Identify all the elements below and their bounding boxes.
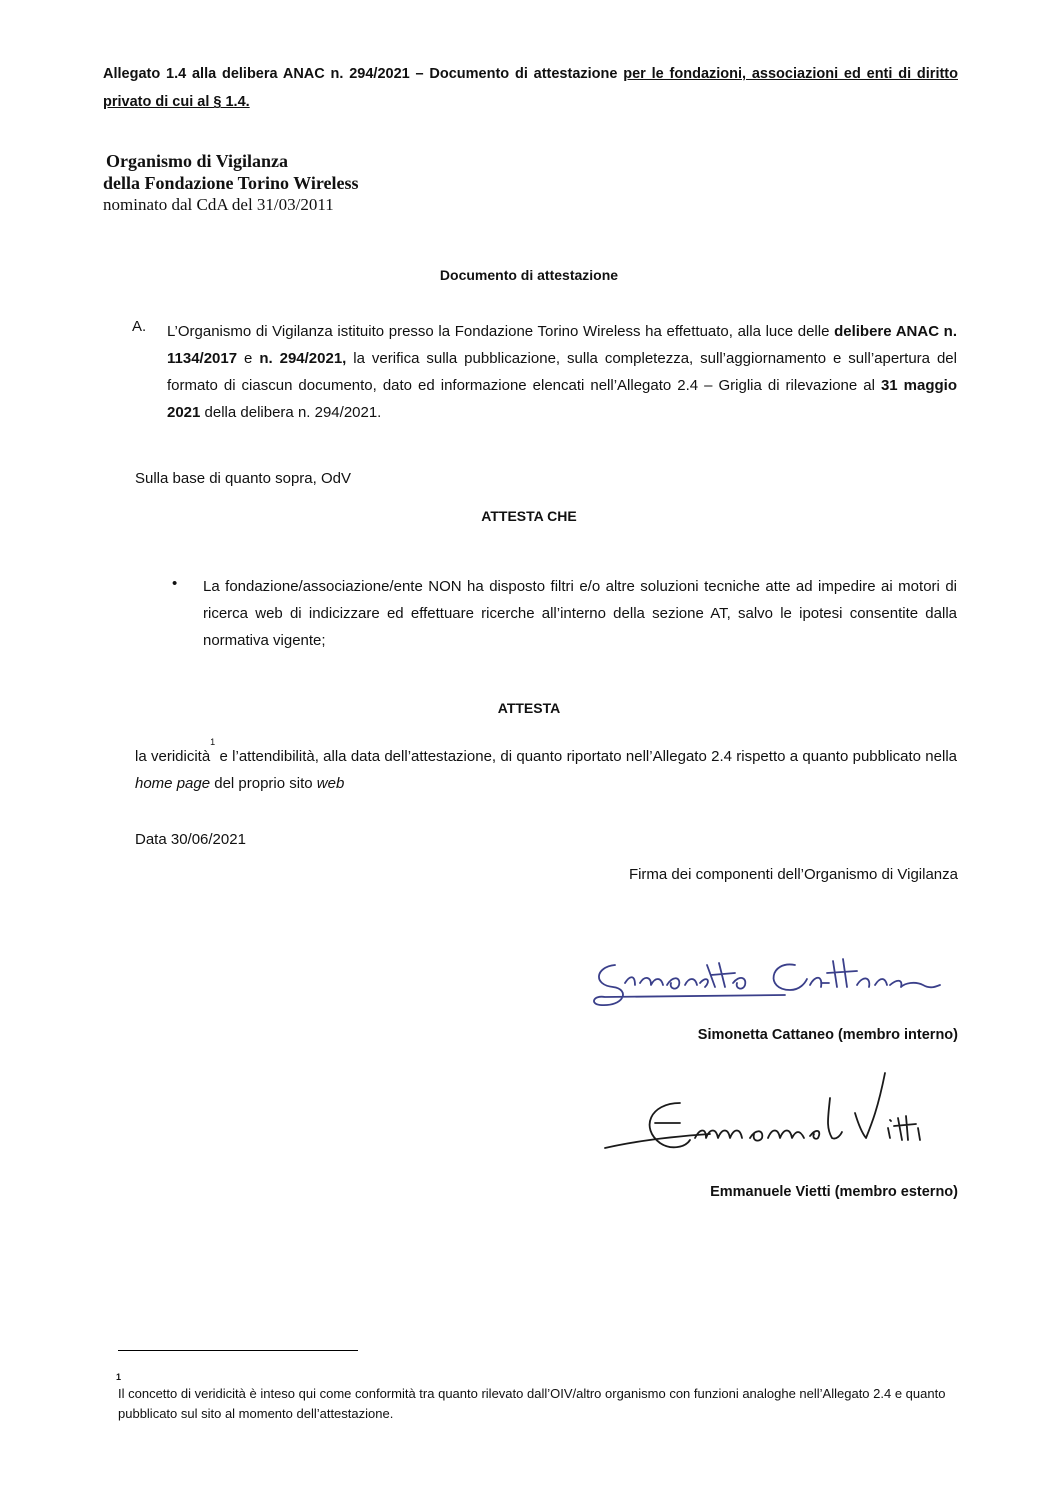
attesta-text-2: e l’attendibilità, alla data dell’attestazione, di quanto riportato nell’Allegato 2.4 rispetto a quanto pubblicato nella (215, 748, 957, 765)
footnote-text: Il concetto di veridicità è inteso qui come conformità tra quanto rilevato dall’OIV/altro organismo con funzioni analoghe nell’Allegato 2.4 e quanto pubblicato sul sito al momento dell’attestazione. (118, 1386, 946, 1421)
organism-foundation: della Fondazione Torino Wireless (103, 173, 359, 193)
section-a-bold-1: delibere ANAC n. 1134/2017 (167, 323, 957, 367)
doc-title: Documento di attestazione (439, 267, 619, 283)
attesta-text-1: la veridicità (135, 748, 211, 765)
date-text: Data 30/06/2021 (135, 831, 246, 848)
signer-2-name: Emmanuele Vietti (membro esterno) (710, 1184, 958, 1200)
organism-appointment: nominato dal CdA del 31/03/2011 (103, 195, 334, 214)
section-a-text-2: e (237, 350, 260, 367)
attesta-text-3: del proprio sito (210, 775, 317, 792)
section-a-label: A. (132, 318, 147, 335)
signature-image-2 (600, 1068, 960, 1168)
basis-text: Sulla base di quanto sopra, OdV (135, 470, 351, 487)
bullet-icon: • (172, 575, 178, 592)
header-text: Allegato 1.4 alla delibera ANAC n. 294/2021 – Documento di attestazione (103, 66, 624, 82)
bullet-paragraph: La fondazione/associazione/ente NON ha disposto filtri e/o altre soluzioni tecniche atte ad impedire ai motori di ricerca web di indicizzare ed effettuare ricerche all’interno della sezione AT, salvo le ipotesi consentite dalla normativa vigente; (203, 578, 957, 649)
organism-name: Organismo di Vigilanza (106, 151, 289, 171)
signature-image-1 (585, 945, 955, 1015)
signature-caption: Firma dei componenti dell’Organismo di Vigilanza (628, 866, 958, 883)
footnote-mark: 1 (116, 1372, 122, 1382)
section-a-text-4: della delibera n. 294/2021. (200, 404, 382, 421)
organism-block (103, 150, 359, 216)
document-header (103, 60, 958, 116)
section-a-paragraph (167, 318, 957, 426)
footnote-reference: 1 (210, 737, 216, 747)
attesta-heading: ATTESTA (497, 700, 561, 716)
attesta-italic-2: web (316, 775, 345, 792)
attesta-che-heading: ATTESTA CHE (481, 508, 577, 524)
section-a-text-3: la verifica sulla pubblicazione, sulla completezza, sull’aggiornamento e sull’apertura del formato di ciascun documento, dato ed informazione elencati nell’Allegato 2.4 – Griglia di rilevazione al (167, 350, 957, 394)
header-underlined-text: per le fondazioni, associazioni ed enti di diritto privato di cui al § 1.4. (103, 66, 958, 110)
section-a-bold-3: 31 maggio 2021 (167, 377, 957, 421)
section-a-bold-2: n. 294/2021, (259, 350, 347, 367)
attesta-italic-1: home page (135, 775, 211, 792)
signer-1-name: Simonetta Cattaneo (membro interno) (697, 1027, 958, 1043)
footnote-divider (118, 1350, 358, 1351)
attesta-paragraph (135, 737, 957, 797)
section-a-text-1: L’Organismo di Vigilanza istituito presso la Fondazione Torino Wireless ha effettuato, alla luce delle (167, 323, 835, 340)
